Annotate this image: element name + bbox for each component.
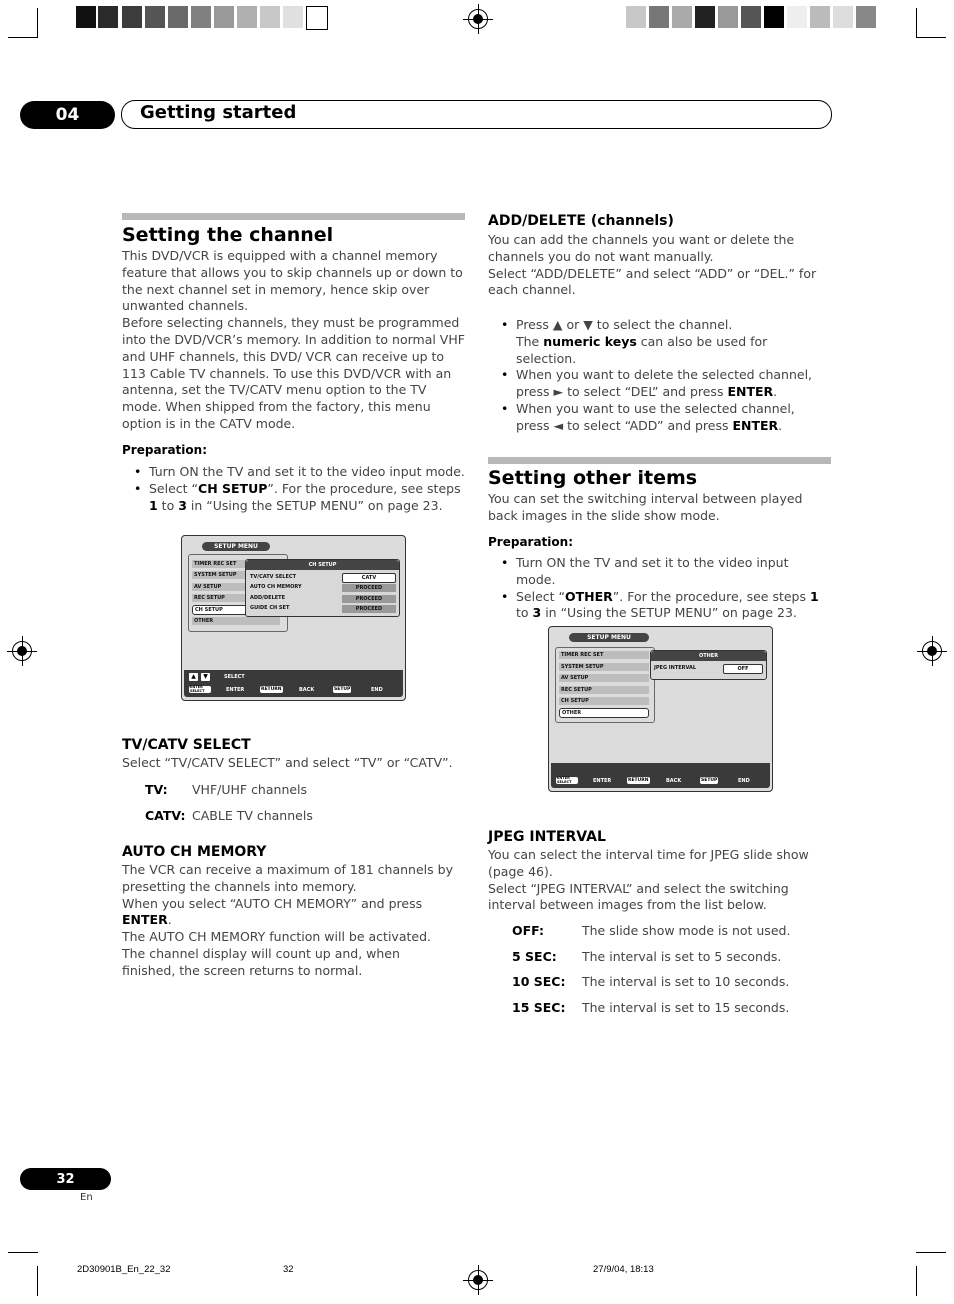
section-bar-right xyxy=(488,457,831,464)
preparation-label: Preparation: xyxy=(488,535,573,549)
subheading-auto-ch-memory: AUTO CH MEMORY xyxy=(122,844,267,860)
jpeg-interval-text: You can select the interval time for JPEG slide show (page 46). Select “JPEG INTERVAL” and select the switching interval between images from the list below. xyxy=(488,847,809,913)
tv-catv-text: Select “TV/CATV SELECT” and select “TV” or “CATV”. xyxy=(122,755,453,770)
osd-submenu-value: PROCEED xyxy=(342,595,396,603)
osd-ch-setup-screen xyxy=(181,535,406,701)
osd-menu-item-selected: OTHER xyxy=(559,708,649,718)
osd-setup-key: SETUP xyxy=(701,778,718,783)
preparation-list xyxy=(499,555,831,622)
sheet-number: 32 xyxy=(283,1264,294,1275)
list-item: • When you want to use the selected channel, press ◄ to select “ADD” and press ENTER. xyxy=(499,401,831,435)
osd-submenu-panel xyxy=(650,650,767,680)
osd-submenu-value: PROCEED xyxy=(342,584,396,592)
list-item: • Select “CH SETUP”. For the procedure, see steps 1 to 3 in “Using the SETUP MENU” on page 23. xyxy=(132,481,467,515)
registration-mark-top xyxy=(468,9,488,29)
other-items-text: You can set the switching interval between played back images in the slide show mode. xyxy=(488,491,803,523)
osd-menu-item: TIMER REC SET xyxy=(559,651,649,659)
osd-end-label: END xyxy=(738,778,750,784)
osd-submenu-title: CH SETUP xyxy=(246,560,399,570)
subheading-jpeg-interval: JPEG INTERVAL xyxy=(488,829,606,845)
definition-row xyxy=(145,808,465,826)
print-date: 27/9/04, 18:13 xyxy=(593,1264,654,1275)
section-bar-left xyxy=(122,213,465,220)
osd-enter-label: ENTER xyxy=(226,687,245,693)
osd-select-label: SELECT xyxy=(224,674,245,680)
osd-menu-title: SETUP MENU xyxy=(202,542,270,551)
definition-row: 10 SEC: The interval is set to 10 seconds. xyxy=(512,974,790,989)
osd-menu-title: SETUP MENU xyxy=(569,633,649,642)
osd-back-label: BACK xyxy=(666,778,682,784)
chapter-number-badge: 04 xyxy=(20,101,115,129)
osd-setup-key: SETUP xyxy=(334,687,351,692)
definition-row: 5 SEC: The interval is set to 5 seconds. xyxy=(512,949,782,964)
preparation-label: Preparation: xyxy=(122,443,207,457)
subheading-add-delete: ADD/DELETE (channels) xyxy=(488,213,674,229)
definition-row: OFF: The slide show mode is not used. xyxy=(512,923,791,938)
osd-menu-item: OTHER xyxy=(192,617,280,625)
definition-value: CABLE TV channels xyxy=(192,808,313,823)
osd-menu-item: CH SETUP xyxy=(559,697,649,705)
language-label: En xyxy=(80,1192,93,1203)
osd-enter-key: ENTER SELECT xyxy=(556,777,578,784)
section-title-setting-channel: Setting the channel xyxy=(122,224,334,246)
definition-value: VHF/UHF channels xyxy=(192,782,308,797)
preparation-list xyxy=(132,464,467,514)
subheading-tv-catv-select: TV/CATV SELECT xyxy=(122,737,251,753)
osd-menu-item: SYSTEM SETUP xyxy=(559,663,649,671)
osd-enter-label: ENTER xyxy=(593,778,612,784)
osd-end-label: END xyxy=(371,687,383,693)
list-item: • When you want to delete the selected channel, press ► to select “DEL” and press ENTER. xyxy=(499,367,831,401)
osd-return-key: RETURN xyxy=(628,778,649,783)
intro-paragraph-2: Before selecting channels, they must be programmed into the DVD/VCR’s memory. In addition to normal VHF and UHF channels, this DVD/ VCR can receive up to 113 Cable TV channels. To use this DVD/VCR with an antenna, set the TV/CATV menu option to the TV mode. When shipped from the factory, this menu option is in the CATV mode. xyxy=(122,315,465,431)
osd-menu-item: AV SETUP xyxy=(559,674,649,682)
osd-submenu-value: CATV xyxy=(342,573,396,583)
add-delete-text: You can add the channels you want or delete the channels you do not want manually. Select “ADD/DELETE” and select “ADD” or “DEL.” for each channel. xyxy=(488,232,817,298)
osd-submenu-value: OFF xyxy=(723,664,763,674)
osd-submenu-item: ADD/DELETE xyxy=(250,595,285,601)
osd-return-key: RETURN xyxy=(261,687,282,692)
osd-submenu-item: AUTO CH MEMORY xyxy=(250,584,302,590)
osd-menu-item: SYSTEM SETUP xyxy=(192,571,280,579)
registration-mark-left xyxy=(12,641,32,661)
osd-footer xyxy=(551,763,770,788)
osd-menu-item: TIMER REC SET xyxy=(192,560,280,568)
osd-other-screen xyxy=(548,626,773,792)
osd-menu-item-selected: CH SETUP xyxy=(192,605,280,615)
definition-key: TV: xyxy=(145,782,168,797)
definition-row xyxy=(145,782,465,800)
osd-enter-key: ENTER SELECT xyxy=(189,686,211,693)
list-item: • Turn ON the TV and set it to the video input mode. xyxy=(499,555,831,589)
up-arrow-icon: ▲ xyxy=(189,673,198,681)
osd-submenu-value: PROCEED xyxy=(342,605,396,613)
osd-submenu-item: TV/CATV SELECT xyxy=(250,574,296,580)
document-code: 2D30901B_En_22_32 xyxy=(77,1264,171,1275)
osd-menu-item: REC SETUP xyxy=(559,686,649,694)
osd-submenu-title: OTHER xyxy=(651,651,766,661)
osd-back-label: BACK xyxy=(299,687,315,693)
osd-menu-item: AV SETUP xyxy=(192,583,280,591)
intro-paragraph-1: This DVD/VCR is equipped with a channel memory feature that allows you to skip channels up or down to the next channel set in memory, hence skip over unwanted channels. xyxy=(122,248,463,314)
list-item: • Press ▲ or ▼ to select the channel. The numeric keys can also be used for selection. xyxy=(499,317,831,367)
registration-mark-bottom xyxy=(468,1270,488,1290)
down-arrow-icon: ▼ xyxy=(201,673,210,681)
osd-submenu-item: JPEG INTERVAL xyxy=(654,665,697,671)
add-delete-list xyxy=(499,317,831,435)
list-item: • Select “OTHER”. For the procedure, see steps 1 to 3 in “Using the SETUP MENU” on page 23. xyxy=(499,589,831,623)
page-number-badge: 32 xyxy=(20,1168,111,1190)
intro-text xyxy=(122,248,467,433)
auto-ch-memory-text: The VCR can receive a maximum of 181 channels by presetting the channels into memory. When you select “AUTO CH MEMORY” and press ENTER. The AUTO CH MEMORY function will be activated. The channel display will count up and, when finished, the screen returns to normal. xyxy=(122,862,453,978)
section-title-setting-other-items: Setting other items xyxy=(488,467,698,489)
list-item: • Turn ON the TV and set it to the video input mode. xyxy=(132,464,467,481)
chapter-title: Getting started xyxy=(140,102,297,123)
definition-row: 15 SEC: The interval is set to 15 seconds. xyxy=(512,1000,790,1015)
osd-footer xyxy=(184,670,403,697)
osd-submenu-item: GUIDE CH SET xyxy=(250,605,290,611)
osd-submenu-panel xyxy=(245,559,400,617)
definition-key: CATV: xyxy=(145,808,186,823)
osd-menu-item: REC SETUP xyxy=(192,594,280,602)
registration-mark-right xyxy=(922,641,942,661)
